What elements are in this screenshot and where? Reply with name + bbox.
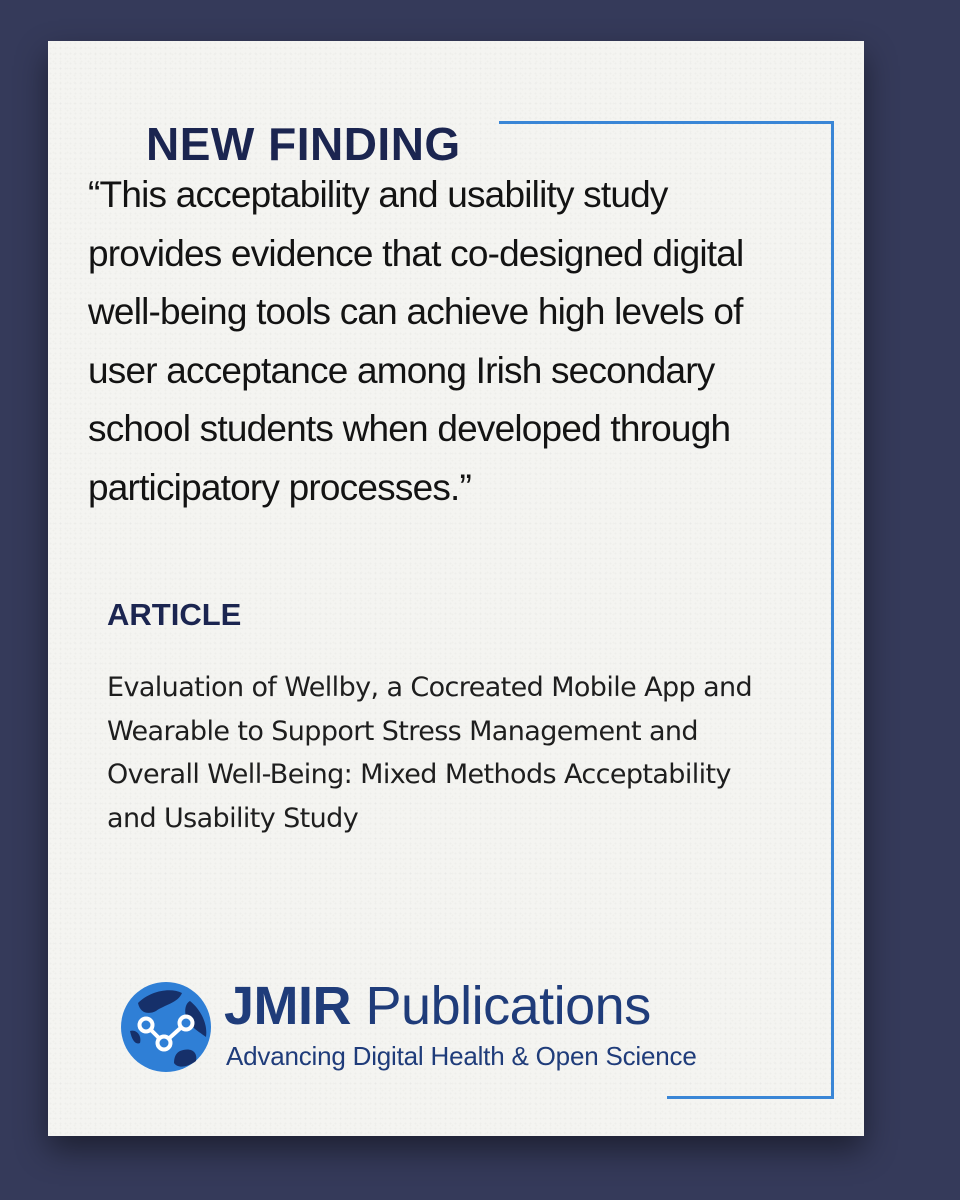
frame-line-top [499,121,834,124]
brand-tagline: Advancing Digital Health & Open Science [226,1041,697,1071]
frame-line-bottom [667,1096,834,1099]
finding-quote: “This acceptability and usability study provides evidence that co-designed digital well-being tools can achieve high levels of user acceptance among Irish secondary school students when developed through participatory processes.” [88,174,744,508]
frame-line-right [831,121,834,1099]
article-label: ARTICLE [107,597,242,632]
brand-name-bold: JMIR [224,976,352,1036]
brand-name-regular: Publications [365,976,651,1036]
jmir-logo [120,976,760,1081]
finding-card [48,41,864,1136]
article-title: Evaluation of Wellby, a Cocreated Mobile App and Wearable to Support Stress Management and Overall Well-Being: Mixed Methods Acceptability and Usability Study [107,672,753,834]
finding-heading: NEW FINDING [146,118,461,170]
globe-network-icon [120,981,212,1073]
brand-name [224,976,651,1036]
